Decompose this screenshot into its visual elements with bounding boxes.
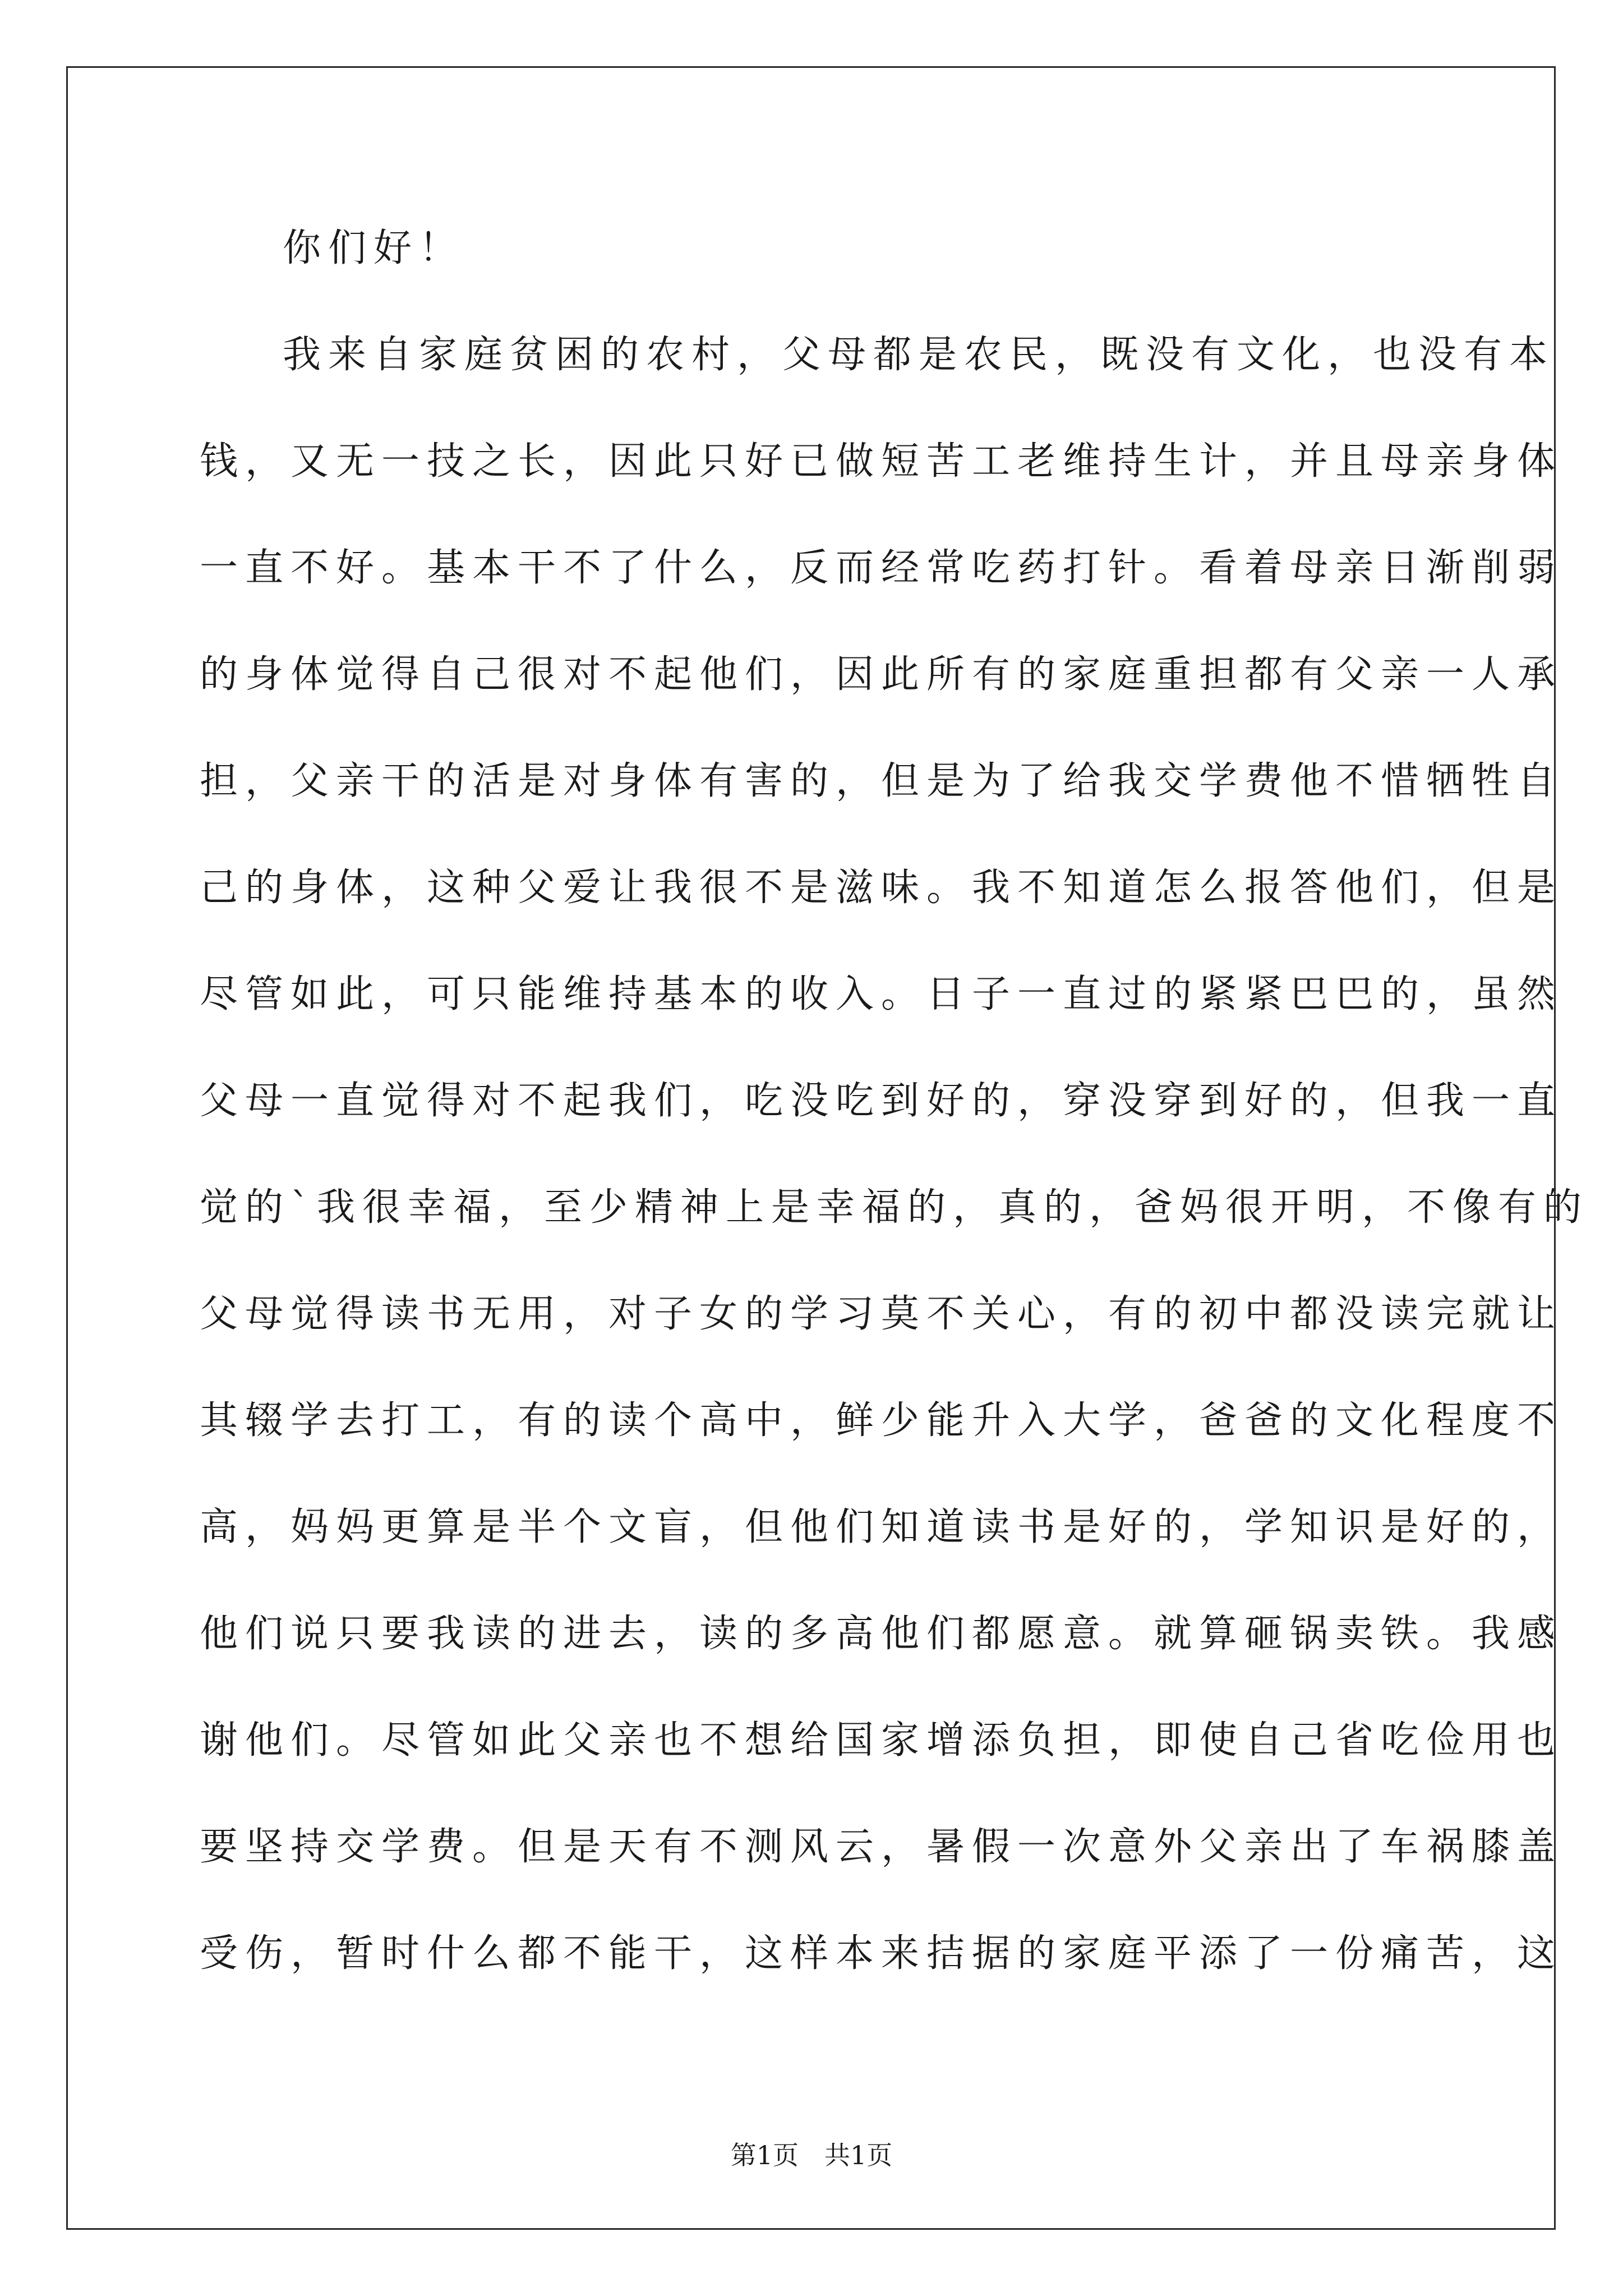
- paragraph-line: 受伤，暂时什么都不能干，这样本来拮据的家庭平添了一份痛苦，这: [200, 1931, 1563, 1976]
- paragraph-line: 尽管如此，可只能维持基本的收入。日子一直过的紧紧巴巴的，虽然: [200, 972, 1563, 1016]
- paragraph-line: 觉的`我很幸福，至少精神上是幸福的，真的，爸妈很开明，不像有的: [200, 1185, 1589, 1230]
- paragraph-line: 谢他们。尽管如此父亲也不想给国家增添负担，即使自己省吃俭用也: [200, 1718, 1563, 1763]
- letter-body: [200, 222, 1589, 2033]
- greeting-line: 你们好！: [283, 226, 465, 270]
- paragraph-line: 我来自家庭贫困的农村，父母都是农民，既没有文化，也没有本: [283, 333, 1555, 377]
- paragraph-line: 一直不好。基本干不了什么，反而经常吃药打针。看着母亲日渐削弱: [200, 546, 1563, 590]
- paragraph-line: 担，父亲干的活是对身体有害的，但是为了给我交学费他不惜牺牲自: [200, 759, 1563, 803]
- paragraph-line: 他们说只要我读的进去，读的多高他们都愿意。就算砸锅卖铁。我感: [200, 1612, 1563, 1656]
- paragraph-line: 要坚持交学费。但是天有不测风云，暑假一次意外父亲出了车祸膝盖: [200, 1825, 1563, 1869]
- paragraph-line: 高，妈妈更算是半个文盲，但他们知道读书是好的，学知识是好的，: [200, 1505, 1563, 1549]
- paragraph-line: 钱，又无一技之长，因此只好已做短苦工老维持生计，并且母亲身体: [200, 439, 1563, 484]
- page-total: 共1页: [824, 2140, 893, 2170]
- paragraph-line: 的身体觉得自己很对不起他们，因此所有的家庭重担都有父亲一人承: [200, 652, 1563, 697]
- paragraph-line: 己的身体，这种父爱让我很不是滋味。我不知道怎么报答他们，但是: [200, 866, 1563, 910]
- page-footer: [0, 2138, 1623, 2172]
- paragraph-line: 父母觉得读书无用，对子女的学习莫不关心，有的初中都没读完就让: [200, 1292, 1563, 1336]
- paragraph-line: 父母一直觉得对不起我们，吃没吃到好的，穿没穿到好的，但我一直: [200, 1079, 1563, 1123]
- paragraph-line: 其辍学去打工，有的读个高中，鲜少能升入大学，爸爸的文化程度不: [200, 1398, 1563, 1443]
- page-number: 第1页: [730, 2140, 799, 2170]
